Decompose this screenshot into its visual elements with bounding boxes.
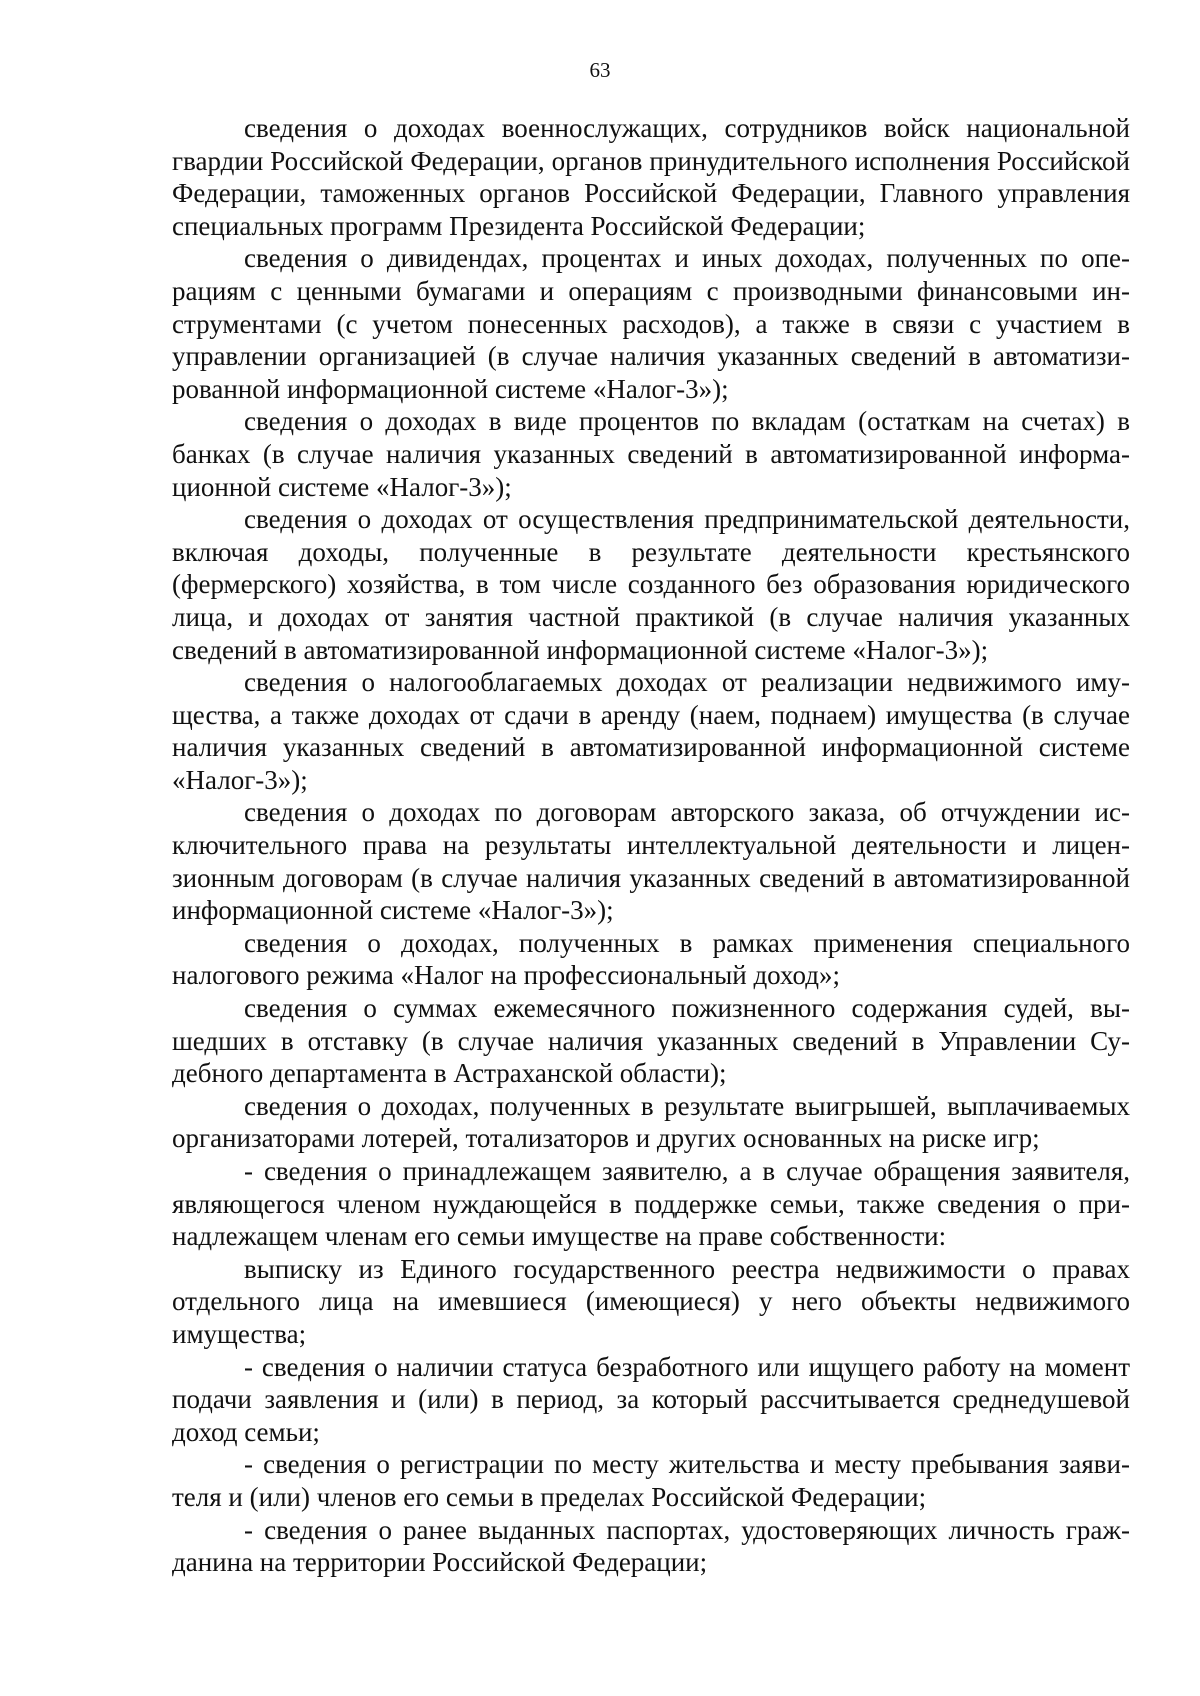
paragraph-author-contracts: сведения о доходах по договорам авторского заказа, об отчуждении исключительного права на результаты интеллектуальной деятельности и лицензионным договорам (в случае наличия указанных сведений в автоматизированной информационной системе «Налог-3»); <box>172 797 1130 926</box>
paragraph-professional-income-tax: сведения о доходах, полученных в рамках применения специального налогового режима «Налог на профессиональный доход»; <box>172 927 1130 991</box>
paragraph-military-income: сведения о доходах военнослужащих, сотрудников войск национальной гвардии Российской Федерации, органов принудительного исполнения Российской Федерации, таможенных органов Российской Федерации, Главного управления специальных программ Президента Российской Федерации; <box>172 113 1130 241</box>
paragraph-passports: - сведения о ранее выданных паспортах, удостоверяющих личность гражданина на территории Российской Федерации; <box>172 1514 1130 1578</box>
paragraph-lottery-winnings: сведения о доходах, полученных в результате выигрышей, выплачиваемых организаторами лотерей, тотализаторов и других основанных на риске игр; <box>172 1090 1130 1154</box>
page-number: 63 <box>589 58 611 82</box>
paragraph-business-income: сведения о доходах от осуществления предпринимательской деятельности, включая доходы, полученные в результате деятельности крестьянского (фермерского) хозяйства, в том числе созданного без образования юридического лица, и доходах от занятия частной практикой (в случае наличия указанных сведений в автоматизированной информационной системе «Налог-3»); <box>172 504 1130 665</box>
paragraph-real-estate-registry: выписку из Единого государственного реестра недвижимости о правах отдельного лица на имевшиеся (имеющиеся) у него объекты недвижимого имущества; <box>172 1253 1130 1349</box>
paragraph-judges-allowance: сведения о суммах ежемесячного пожизненного содержания судей, вышедших в отставку (в случае наличия указанных сведений в Управлении Судебного департамента в Астраханской области); <box>172 993 1130 1089</box>
paragraph-property-income: сведения о налогооблагаемых доходах от реализации недвижимого имущества, а также доходах от сдачи в аренду (наем, поднаем) имущества (в случае наличия указанных сведений в автоматизированной информационной системе «Налог-3»); <box>172 667 1130 795</box>
paragraph-owned-property: - сведения о принадлежащем заявителю, а в случае обращения заявителя, являющегося членом нуждающейся в поддержке семьи, также сведения о принадлежащем членам его семьи имуществе на праве собственности: <box>172 1156 1130 1252</box>
paragraph-bank-interest: сведения о доходах в виде процентов по вкладам (остаткам на счетах) в банках (в случае наличия указанных сведений в автоматизированной информационной системе «Налог-3»); <box>172 406 1130 502</box>
paragraph-dividends: сведения о дивидендах, процентах и иных доходах, полученных по операциям с ценными бумагами и операциям с производными финансовыми инструментами (с учетом понесенных расходов), а также в связи с участием в управлении организацией (в случае наличия указанных сведений в автоматизированной информационной системе «Налог-3»); <box>172 243 1130 404</box>
document-body <box>172 112 1130 1579</box>
paragraph-residence-registration: - сведения о регистрации по месту жительства и месту пребывания заявителя и (или) членов его семьи в пределах Российской Федерации; <box>172 1449 1130 1512</box>
paragraph-unemployment-status: - сведения о наличии статуса безработного или ищущего работу на момент подачи заявления и (или) в период, за который рассчитывается среднедушевой доход семьи; <box>172 1351 1130 1447</box>
